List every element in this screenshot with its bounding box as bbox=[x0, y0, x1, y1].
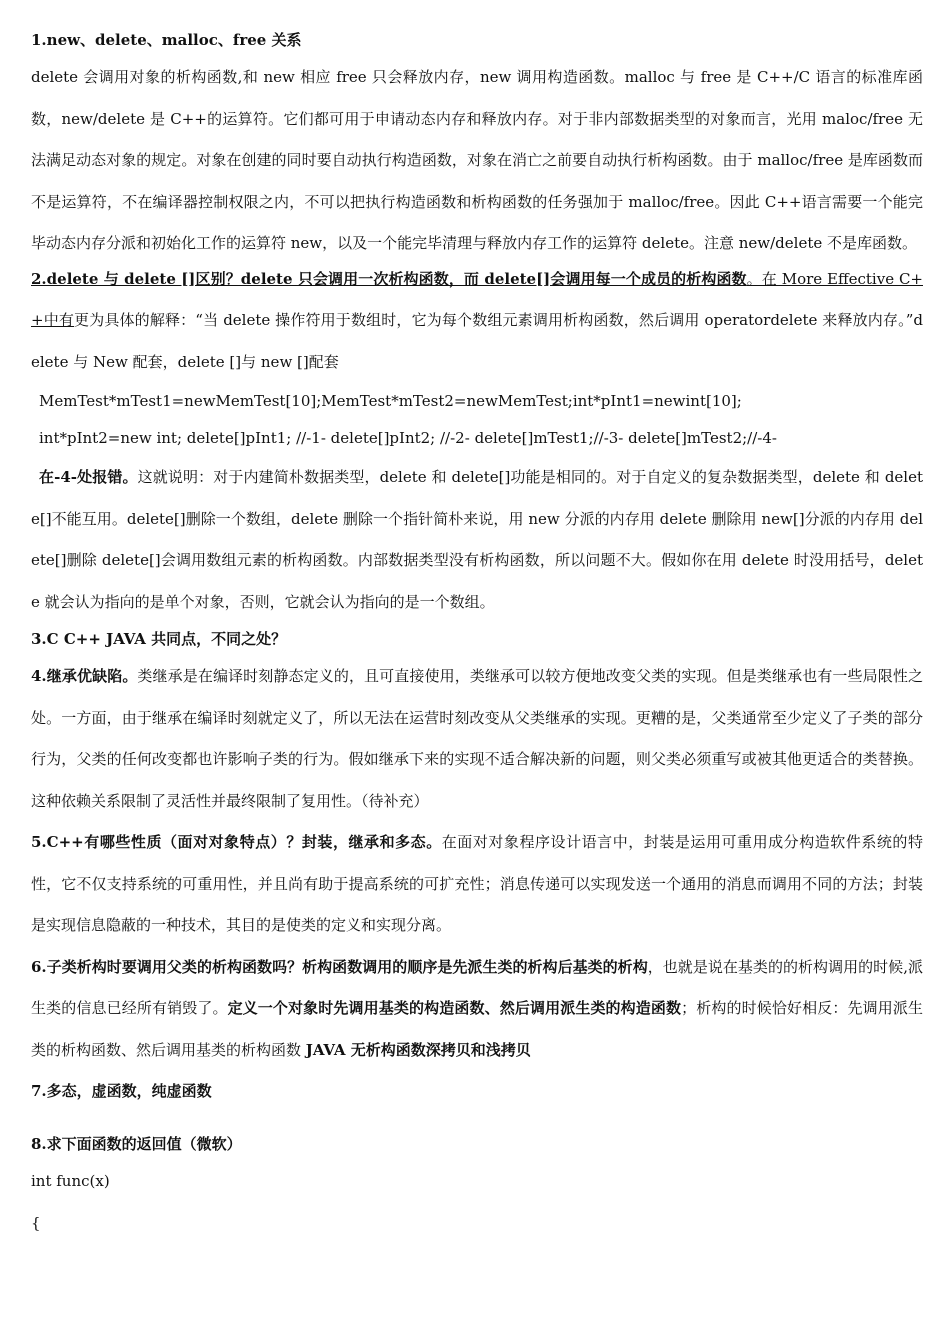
q4-body: 类继承是在编译时刻静态定义的，且可直接使用，类继承可以较方便地改变父类的实现。但是类继承也有一些局限性之处。一方面，由于继承在编译时刻就定义了，所以无法在运营时刻改变从父类继承的实现。更糟的是，父类通常至少定义了子类的部分行为，父类的任何改变都也许影响子类的行为。假如继承下来的实现不适合解决新的问题，则父类必须重写或被其他更适合的类替换。这种依赖关系限制了灵活性并最终限制了复用性。（待补充） bbox=[31, 667, 923, 810]
spacer bbox=[31, 1108, 923, 1122]
q2-paragraph bbox=[31, 259, 923, 384]
q8-title: 8.求下面函数的返回值（微软） bbox=[31, 1135, 242, 1153]
q2-note bbox=[31, 457, 923, 623]
q2-note-bold: 在-4-处报错。 bbox=[39, 468, 138, 486]
q1-title: 1.new、delete、malloc、free 关系 bbox=[31, 31, 302, 49]
q2-underline-tail: 。在 More Effective C++中有 bbox=[31, 269, 923, 329]
q4-paragraph bbox=[31, 656, 923, 822]
q6-paragraph bbox=[31, 947, 923, 1072]
q2-body: 更为具体的解释：“当 delete 操作符用于数组时，它为每个数组元素调用析构函数，然后调用 operatordelete 来释放内存。”delete 与 New 配套，delete []与 new []配套 bbox=[31, 311, 924, 371]
q2-note-body: 这就说明：对于内建简朴数据类型，delete 和 delete[]功能是相同的。对于自定义的复杂数据类型，delete 和 delete[]不能互用。delete[]删除一个数组，delete 删除一个指针简朴来说，用 new 分派的内存用 delete 删除用 new[]分派的内存用 delete[]删除 delete[]会调用数组元素的析构函数。内部数据类型没有析构函数，所以问题不大。假如你在用 delete 时没用括号，delete 就会认为指向的是单个对象，否则，它就会认为指向的是一个数组。 bbox=[31, 468, 923, 611]
q4-title: 4.继承优缺陷。 bbox=[31, 667, 138, 685]
q6-body-1: ，也就是说在基类的的析构调用的时候,派生类的信息已经所有销毁了。 bbox=[31, 957, 923, 1017]
q8-code-line-1: int func(x) bbox=[31, 1172, 110, 1190]
q2-code-line-1: MemTest*mTest1=newMemTest[10];MemTest*mTest2=newMemTest;int*pInt1=newint[10]; bbox=[39, 392, 742, 410]
q1-body: delete 会调用对象的析构函数,和 new 相应 free 只会释放内存，new 调用构造函数。malloc 与 free 是 C++/C 语言的标准库函数，new/delete 是 C++的运算符。它们都可用于申请动态内存和释放内存。对于非内部数据类型的对象而言，光用 maloc/free 无法满足动态对象的规定。对象在创建的同时要自动执行构造函数，对象在消亡之前要自动执行析构函数。由于 malloc/free 是库函数而不是运算符，不在编译器控制权限之内，不可以把执行构造函数和析构函数的任务强加于 malloc/free。因此 C++语言需要一个能完毕动态内存分派和初始化工作的运算符 new，以及一个能完毕清理与释放内存工作的运算符 delete。注意 new/delete 不是库函数。 bbox=[31, 68, 923, 252]
q2-title: 2.delete 与 delete []区别？delete 只会调用一次析构函数，而 delete[]会调用每一个成员的析构函数 bbox=[31, 269, 747, 288]
q2-code-line-2: int*pInt2=new int; delete[]pInt1; //-1- delete[]pInt2; //-2- delete[]mTest1;//-3- delete[]mTest2;//-4- bbox=[39, 429, 777, 447]
q3-title: 3.C C++ JAVA 共同点，不同之处？ bbox=[31, 630, 287, 648]
q6-title: 6.子类析构时要调用父类的析构函数吗？析构函数调用的顺序是先派生类的析构后基类的析构 bbox=[31, 957, 648, 976]
q6-body-2: ；析构的时候恰好相反：先调用派生类的析构函数、然后调用基类的析构函数 bbox=[31, 999, 923, 1059]
q5-title: 5.C++有哪些性质（面对对象特点）？封装，继承和多态。 bbox=[31, 833, 442, 851]
q8-code-line-2: { bbox=[31, 1213, 41, 1232]
q6-bold-3: JAVA 无析构函数深拷贝和浅拷贝 bbox=[305, 1040, 531, 1059]
document-page bbox=[31, 24, 923, 1244]
q6-bold-2: 定义一个对象时先调用基类的构造函数、然后调用派生类的构造函数 bbox=[227, 999, 682, 1017]
q5-body: 在面对对象程序设计语言中，封装是运用可重用成分构造软件系统的特性，它不仅支持系统的可重用性，并且尚有助于提高系统的可扩充性；消息传递可以实现发送一个通用的消息而调用不同的方法；封装是实现信息隐蔽的一种技术，其目的是使类的定义和实现分离。 bbox=[31, 833, 923, 934]
q7-title: 7.多态，虚函数，纯虚函数 bbox=[31, 1082, 212, 1100]
q5-paragraph bbox=[31, 822, 923, 947]
